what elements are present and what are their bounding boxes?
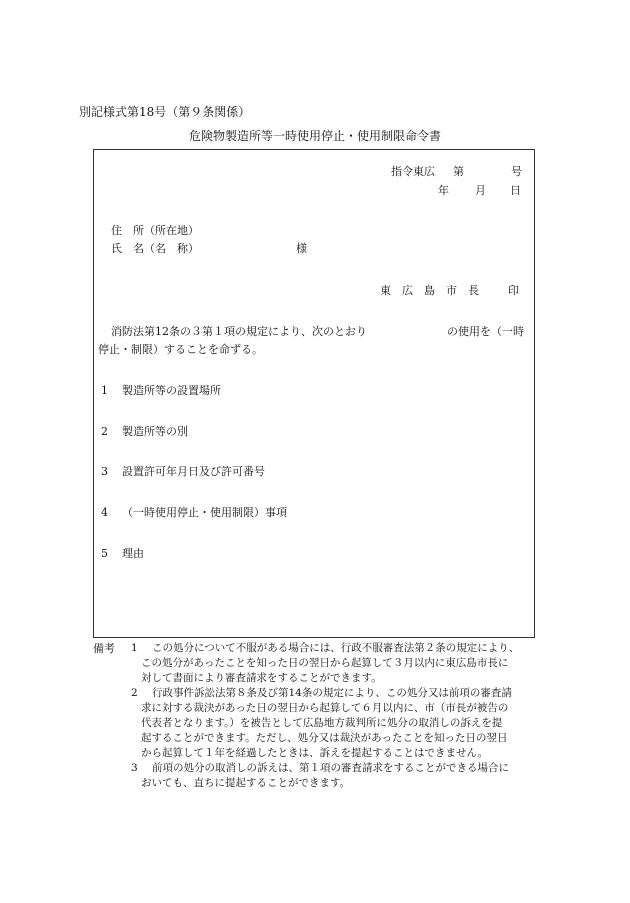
body-line-2: 停止・制限）することを命ずる。: [98, 343, 263, 356]
note-2-line-2: 求に対する裁決があった日の翌日から起算して６月以内に、市（市長が被告の: [141, 702, 509, 714]
document-title: 危険物製造所等一時使用停止・使用制限命令書: [189, 129, 442, 143]
seal-mark: 印: [508, 284, 519, 297]
note-3-number: 3: [131, 762, 138, 774]
note-1-line-1: この処分について不服がある場合には、行政不服審査法第２条の規定により、: [152, 642, 520, 654]
item-3-number: 3: [101, 465, 108, 478]
item-2-number: 2: [101, 425, 108, 438]
item-1-number: 1: [101, 384, 108, 397]
note-1-number: 1: [131, 642, 138, 654]
note-1-line-3: 対して書面により審査請求をすることができます。: [141, 672, 382, 684]
item-5-label: 理由: [122, 547, 144, 560]
note-2-line-5: から起算して１年を経過したときは、訴えを提起することはできません。: [141, 747, 489, 759]
body-line-1b: の使用を（一時: [447, 325, 524, 338]
note-3-line-1: 前項の処分の取消しの訴えは、第１項の審査請求をすることができる場合に: [152, 762, 509, 774]
note-1-line-2: この処分があったことを知った日の翌日から起算して３月以内に東広島市長に: [141, 657, 509, 669]
note-3-line-2: おいても、直ちに提起することができます。: [141, 777, 351, 789]
issuer-title: 東 広 島 市 長: [380, 284, 479, 297]
order-number-prefix: 指令東広: [391, 165, 435, 178]
note-2-line-1: 行政事件訴訟法第８条及び第14条の規定により、この処分又は前項の審査請: [152, 687, 512, 699]
date-day: 日: [510, 184, 521, 197]
date-month: 月: [475, 184, 486, 197]
body-line-1a: 消防法第12条の３第１項の規定により、次のとおり: [111, 325, 367, 338]
item-1-label: 製造所等の設置場所: [122, 384, 221, 397]
honorific: 様: [296, 242, 307, 255]
item-4-number: 4: [101, 506, 108, 519]
item-5-number: 5: [101, 547, 108, 560]
item-3-label: 設置許可年月日及び許可番号: [122, 465, 265, 478]
form-label: 別記様式第18号（第９条関係）: [79, 105, 251, 119]
note-2-number: 2: [131, 687, 138, 699]
notes-heading: 備考: [93, 642, 115, 655]
address-label: 住 所（所在地）: [111, 224, 199, 237]
name-label: 氏 名（名 称）: [111, 242, 199, 255]
order-number-dai: 第: [453, 165, 464, 178]
order-number-go: 号: [511, 165, 522, 178]
note-2-line-3: 代表者となります。）を被告として広島地方裁判所に処分の取消しの訴えを提: [141, 717, 503, 729]
note-2-line-4: 起することができます。ただし、処分又は裁決があったことを知った日の翌日: [141, 732, 508, 744]
date-year: 年: [438, 184, 449, 197]
item-4-label: （一時使用停止・使用制限）事項: [122, 506, 287, 519]
item-2-label: 製造所等の別: [122, 425, 188, 438]
